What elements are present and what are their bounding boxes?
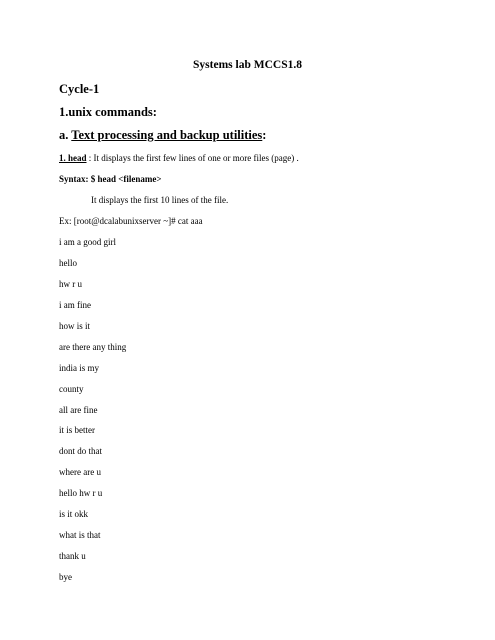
example-command: Ex: [root@dcalabunixserver ~]# cat aaa xyxy=(59,216,203,226)
syntax-line: Syntax: $ head <filename> xyxy=(59,174,162,184)
output-line: county xyxy=(59,384,84,394)
head-desc-text: : It displays the first few lines of one or more files (page) . xyxy=(86,153,299,163)
output-line: hw r u xyxy=(59,279,82,289)
section-heading: 1.unix commands: xyxy=(59,105,157,119)
output-line: where are u xyxy=(59,467,101,477)
output-line: hello hw r u xyxy=(59,488,103,498)
output-line: how is it xyxy=(59,321,91,331)
subsection-prefix: a. xyxy=(59,128,72,142)
output-line: are there any thing xyxy=(59,342,127,352)
output-line: it is better xyxy=(59,425,95,435)
output-line: i am fine xyxy=(59,300,91,310)
output-line: thank u xyxy=(59,551,86,561)
output-line: all are fine xyxy=(59,405,98,415)
subsection-heading xyxy=(59,128,266,143)
output-line: is it okk xyxy=(59,509,89,519)
head-description xyxy=(59,153,299,164)
head-label: 1. head xyxy=(59,153,87,163)
output-line: india is my xyxy=(59,363,99,373)
output-line: i am a good girl xyxy=(59,237,116,247)
document-title: Systems lab MCCS1.8 xyxy=(193,59,302,71)
syntax-description: It displays the first 10 lines of the file. xyxy=(91,195,229,205)
cycle-heading: Cycle-1 xyxy=(59,82,100,96)
output-line: what is that xyxy=(59,530,101,540)
output-line: dont do that xyxy=(59,446,102,456)
output-line: hello xyxy=(59,258,77,268)
output-line: bye xyxy=(59,572,72,582)
subsection-suffix: : xyxy=(262,128,267,142)
subsection-title: Text processing and backup utilities xyxy=(71,128,263,142)
